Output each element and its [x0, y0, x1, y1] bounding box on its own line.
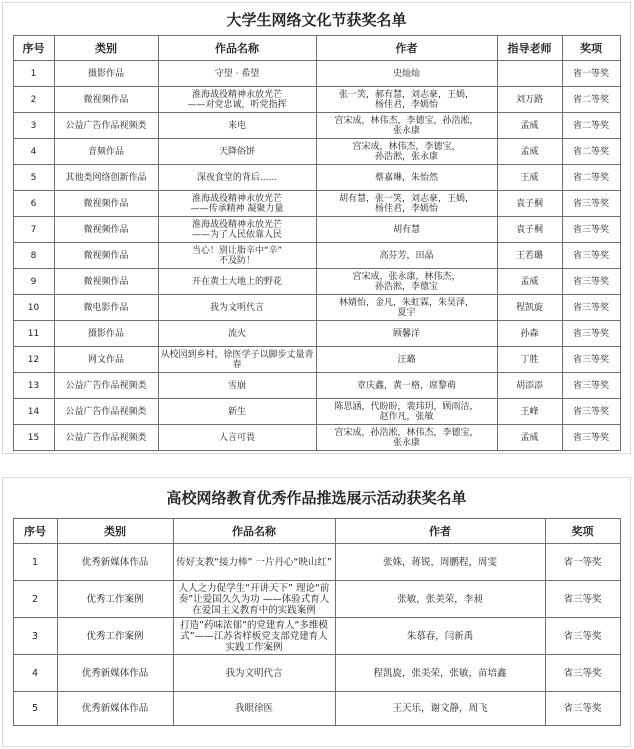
table-row — [13, 61, 620, 87]
table1-title: 大学生网络文化节获奖名单 — [226, 11, 407, 29]
cell-index: 2 — [13, 581, 57, 618]
cell-authors: 朱慕春，闫新禹 — [335, 618, 545, 655]
cell-category: 优秀新媒体作品 — [57, 544, 173, 581]
table-row — [13, 321, 620, 347]
column-header-index: 序号 — [13, 519, 57, 544]
award-list-panel-2 — [2, 477, 631, 747]
cell-work-title: 我眼徐医 — [173, 692, 335, 726]
cell-advisor: 丁胜 — [497, 347, 562, 373]
cell-authors: 陈思涵，代盼盼，裴玮玥，顾雨洁， 赵作凡，张敏 — [316, 399, 497, 425]
cell-advisor: 胡添添 — [497, 373, 562, 399]
cell-work-title: 打造”药味浓郁”的党建育人“多维模 式”——江苏省样板党支部党建育人 实践工作案例 — [173, 618, 335, 655]
column-header-award: 奖项 — [562, 36, 620, 61]
cell-award: 省三等奖 — [545, 618, 620, 655]
cell-category: 微视频作品 — [54, 269, 158, 295]
cell-index: 2 — [13, 87, 54, 113]
cell-category: 微电影作品 — [54, 295, 158, 321]
cell-category: 优秀新媒体作品 — [57, 655, 173, 692]
cell-category: 其他类网络创新作品 — [54, 165, 158, 191]
cell-category: 微视频作品 — [54, 87, 158, 113]
cell-award: 省三等奖 — [562, 373, 620, 399]
cell-work-title: 淮海战役精神永放光芒 ——对党忠诚，听党指挥 — [158, 87, 316, 113]
cell-index: 6 — [13, 191, 54, 217]
cell-advisor: 程凯旋 — [497, 295, 562, 321]
cell-work-title: 来电 — [158, 113, 316, 139]
column-header-work-title: 作品名称 — [158, 36, 316, 61]
cell-index: 15 — [13, 425, 54, 451]
cell-award: 省三等奖 — [562, 425, 620, 451]
cell-advisor: 孟威 — [497, 269, 562, 295]
cell-authors: 蔡嘉琳，朱怡然 — [316, 165, 497, 191]
cell-authors: 张敏，张美荣，李昶 — [335, 581, 545, 618]
cell-authors: 张姝，蒋锐，周鹏程，周雯 — [335, 544, 545, 581]
cell-authors: 章庆鑫，黄一格，席黎萌 — [316, 373, 497, 399]
cell-award: 省三等奖 — [545, 692, 620, 726]
cell-advisor: 袁子桐 — [497, 191, 562, 217]
table-row — [13, 87, 620, 113]
cell-category: 摄影作品 — [54, 321, 158, 347]
cell-category: 微视频作品 — [54, 191, 158, 217]
cell-category: 公益广告作品视频类 — [54, 113, 158, 139]
cell-category: 网文作品 — [54, 347, 158, 373]
cell-work-title: 人言可畏 — [158, 425, 316, 451]
cell-award: 省三等奖 — [562, 295, 620, 321]
cell-index: 12 — [13, 347, 54, 373]
table-header-row — [13, 519, 620, 544]
cell-authors: 高芬芳，田晶 — [316, 243, 497, 269]
column-header-authors: 作者 — [335, 519, 545, 544]
cell-authors: 史灿灿 — [316, 61, 497, 87]
cell-award: 省三等奖 — [562, 191, 620, 217]
cell-authors: 宫宋成，张永康，林伟杰， 孙浩淞，李德宝 — [316, 269, 497, 295]
table-row — [13, 618, 620, 655]
cell-award: 省三等奖 — [562, 347, 620, 373]
award-table-2 — [13, 518, 621, 726]
cell-authors: 程凯旋，张美荣，张敏，苗培鑫 — [335, 655, 545, 692]
cell-award: 省三等奖 — [562, 217, 620, 243]
cell-category: 优秀工作案例 — [57, 581, 173, 618]
table-row — [13, 139, 620, 165]
cell-award: 省一等奖 — [562, 61, 620, 87]
column-header-award: 奖项 — [545, 519, 620, 544]
cell-work-title: 新生 — [158, 399, 316, 425]
column-header-advisor: 指导老师 — [497, 36, 562, 61]
cell-index: 10 — [13, 295, 54, 321]
award-list-panel-1 — [2, 2, 631, 454]
cell-advisor: 孟威 — [497, 139, 562, 165]
cell-work-title: 开在黄土大地上的野花 — [158, 269, 316, 295]
cell-category: 摄影作品 — [54, 61, 158, 87]
cell-index: 1 — [13, 61, 54, 87]
cell-category: 公益广告作品视频类 — [54, 425, 158, 451]
cell-index: 3 — [13, 618, 57, 655]
cell-advisor: 王峰 — [497, 399, 562, 425]
cell-authors: 胡有慧，张一笑，刘志豪，王嫣， 杨佳君，李嫣怡 — [316, 191, 497, 217]
cell-category: 公益广告作品视频类 — [54, 373, 158, 399]
cell-advisor: 刘万路 — [497, 87, 562, 113]
table-row — [13, 217, 620, 243]
cell-advisor: 孟威 — [497, 113, 562, 139]
cell-advisor: 袁子桐 — [497, 217, 562, 243]
cell-award: 省二等奖 — [562, 87, 620, 113]
table2-title: 高校网络教育优秀作品推选展示活动获奖名单 — [166, 489, 467, 507]
cell-category: 公益广告作品视频类 — [54, 399, 158, 425]
cell-authors: 汪璐 — [316, 347, 497, 373]
table-row — [13, 425, 620, 451]
cell-award: 省一等奖 — [545, 544, 620, 581]
cell-index: 8 — [13, 243, 54, 269]
cell-award: 省二等奖 — [562, 165, 620, 191]
cell-award: 省二等奖 — [562, 113, 620, 139]
column-header-category: 类别 — [57, 519, 173, 544]
cell-advisor: 孟威 — [497, 425, 562, 451]
cell-category: 优秀工作案例 — [57, 618, 173, 655]
table-row — [13, 347, 620, 373]
cell-award: 省三等奖 — [545, 581, 620, 618]
column-header-work-title: 作品名称 — [173, 519, 335, 544]
cell-work-title: 当心！别让脂辛中“辛” 不及防！ — [158, 243, 316, 269]
award-table-1 — [13, 35, 621, 451]
cell-advisor: 王威 — [497, 165, 562, 191]
cell-category: 优秀新媒体作品 — [57, 692, 173, 726]
cell-index: 11 — [13, 321, 54, 347]
cell-work-title: 雪崩 — [158, 373, 316, 399]
cell-authors: 宫宋成，孙浩淞，林伟杰，李德宝， 张永康 — [316, 425, 497, 451]
table-row — [13, 191, 620, 217]
cell-index: 1 — [13, 544, 57, 581]
cell-category: 微视频作品 — [54, 243, 158, 269]
cell-authors: 顾馨洋 — [316, 321, 497, 347]
cell-index: 9 — [13, 269, 54, 295]
cell-work-title: 淮海战役精神永放光芒 ——为了人民依靠人民 — [158, 217, 316, 243]
column-header-index: 序号 — [13, 36, 54, 61]
cell-index: 5 — [13, 692, 57, 726]
cell-work-title: 深夜食堂的背后...... — [158, 165, 316, 191]
cell-index: 7 — [13, 217, 54, 243]
cell-work-title: 传好支教“接力棒” 一片丹心“映山红” — [173, 544, 335, 581]
cell-work-title: 守望 · 希望 — [158, 61, 316, 87]
table-row — [13, 399, 620, 425]
cell-authors: 林婧怡，金凡，朱虹霖，朱昊泽， 夏宇 — [316, 295, 497, 321]
cell-index: 5 — [13, 165, 54, 191]
cell-work-title: 流火 — [158, 321, 316, 347]
cell-work-title: 我为文明代言 — [173, 655, 335, 692]
table-row — [13, 243, 620, 269]
table-row — [13, 113, 620, 139]
cell-authors: 王天乐，谢文静，周飞 — [335, 692, 545, 726]
cell-index: 4 — [13, 655, 57, 692]
cell-index: 3 — [13, 113, 54, 139]
table-header-row — [13, 36, 620, 61]
cell-category: 微视频作品 — [54, 217, 158, 243]
table-row — [13, 692, 620, 726]
cell-award: 省三等奖 — [562, 269, 620, 295]
cell-authors: 宫宋成，林伟杰，李德宝， 孙浩淞，张永康 — [316, 139, 497, 165]
cell-work-title: 天降俗饼 — [158, 139, 316, 165]
cell-award: 省二等奖 — [562, 139, 620, 165]
cell-index: 14 — [13, 399, 54, 425]
table-row — [13, 165, 620, 191]
cell-award: 省三等奖 — [562, 243, 620, 269]
cell-index: 4 — [13, 139, 54, 165]
cell-award: 省三等奖 — [562, 399, 620, 425]
table-row — [13, 581, 620, 618]
cell-category: 音频作品 — [54, 139, 158, 165]
cell-advisor: 王若璐 — [497, 243, 562, 269]
table-row — [13, 544, 620, 581]
cell-advisor: 孙森 — [497, 321, 562, 347]
column-header-category: 类别 — [54, 36, 158, 61]
table-row — [13, 655, 620, 692]
table-row — [13, 295, 620, 321]
cell-authors: 胡有慧 — [316, 217, 497, 243]
table-row — [13, 373, 620, 399]
cell-work-title: 我为文明代言 — [158, 295, 316, 321]
cell-work-title: 淮海战役精神永放光芒 ——传承精神 凝聚力量 — [158, 191, 316, 217]
cell-award: 省三等奖 — [545, 655, 620, 692]
column-header-authors: 作者 — [316, 36, 497, 61]
table-row — [13, 269, 620, 295]
cell-authors: 张一笑，郝有慧，刘志豪，王嫣， 杨佳君，李嫣怡 — [316, 87, 497, 113]
cell-authors: 宫宋成，林伟杰，李德宝，孙浩淞， 张永康 — [316, 113, 497, 139]
cell-work-title: 从校园到乡村，徐医学子以脚步丈量青春 — [158, 347, 316, 373]
cell-index: 13 — [13, 373, 54, 399]
cell-advisor — [497, 61, 562, 87]
cell-work-title: 人人之力促学生“开讲天下” 理论“前 奏”让爱国久久为功 ——体验式育人 在爱国主义教育中的实践案例 — [173, 581, 335, 618]
cell-award: 省三等奖 — [562, 321, 620, 347]
